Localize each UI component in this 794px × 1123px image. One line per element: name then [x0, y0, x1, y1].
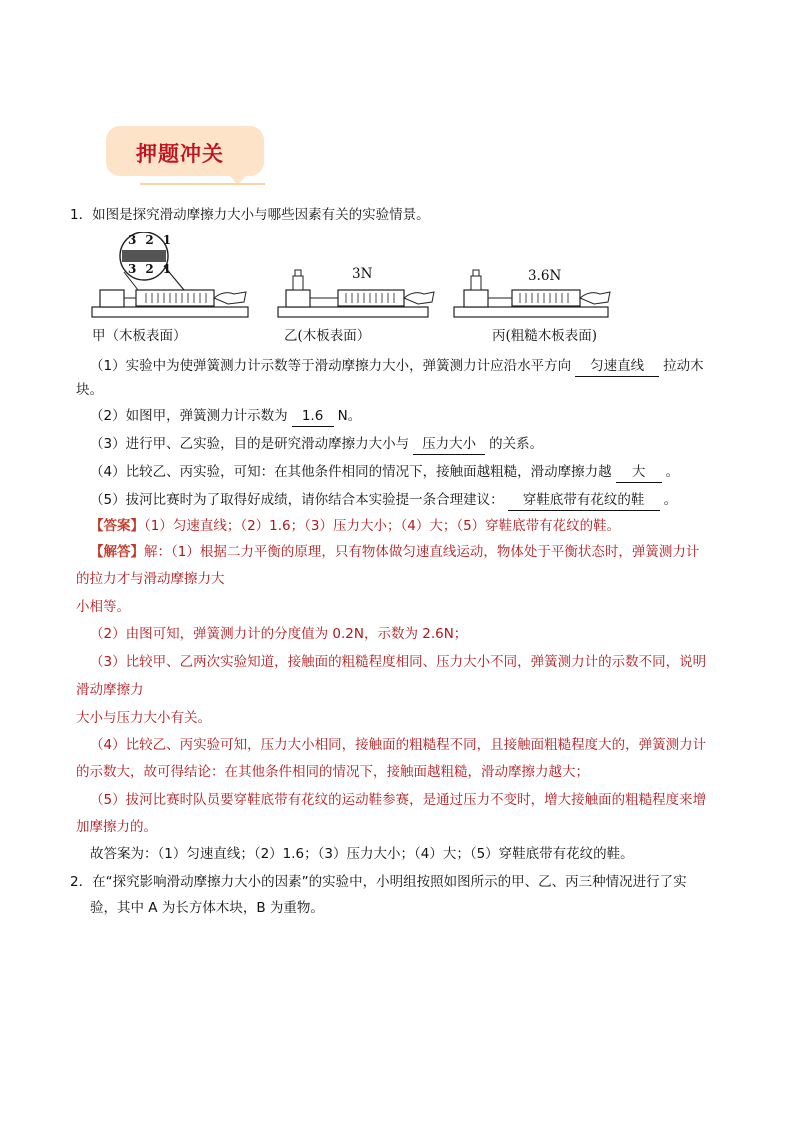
q1-part-4: （4）比较乙、丙实验，可知：在其他条件相同的情况下，接触面越粗糙，滑动摩擦力越 大 。 [90, 462, 679, 483]
answer-blank-1: 匀速直线 [575, 356, 659, 377]
caption-jia: 甲（木板表面） [92, 328, 187, 344]
q1-part-1: （1）实验中为使弹簧测力计示数等于滑动摩擦力大小，弹簧测力计应沿水平方向 匀速直线 拉动木 [90, 356, 704, 377]
analysis-line-8: 的示数大，故可得结论：在其他条件相同的情况下，接触面越粗糙，滑动摩擦力越大； [76, 764, 589, 780]
analysis-line-3: （2）由图可知，弹簧测力计的分度值为 0.2N，示数为 2.6N； [90, 626, 468, 642]
analysis-line-5: 滑动摩擦力 [76, 682, 144, 698]
q1-part-5: （5）拔河比赛时为了取得好成绩，请你结合本实验提一条合理建议： 穿鞋底带有花纹的鞋 。 [90, 490, 677, 511]
q1-number: 1． [70, 207, 93, 223]
answer-blank-4: 大 [616, 462, 662, 483]
q1-stem [70, 205, 430, 225]
answer-blank-5: 穿鞋底带有花纹的鞋 [508, 490, 660, 511]
q1-part-1-cont: 块。 [76, 382, 103, 398]
analysis-line-2: 小相等。 [76, 599, 130, 615]
force-label-yi: 3N [352, 266, 373, 282]
final-answer: 故答案为：（1）匀速直线；（2）1.6；（3）压力大小；（4）大；（5）穿鞋底带有花纹的鞋。 [90, 846, 634, 862]
experiment-figure [88, 232, 628, 344]
analysis-line-7: （4）比较乙、丙实验可知，压力大小相同，接触面的粗糙程不同，且接触面粗糙程度大的，弹簧测力计 [90, 737, 707, 753]
q2-line-1: 2．在“探究影响滑动摩擦力大小的因素”的实验中，小明组按照如图所示的甲、乙、丙三种情况进行了实 [70, 874, 687, 890]
answer-label: 【答案】 [90, 518, 144, 534]
section-title: 押题冲关 [136, 142, 224, 166]
answer-text: （1）匀速直线；（2）1.6；（3）压力大小；（4）大；（5）穿鞋底带有花纹的鞋。 [144, 518, 621, 534]
analysis-label: 【解答】 [90, 544, 144, 560]
analysis-line-6: 大小与压力大小有关。 [76, 710, 211, 726]
scale-digits-top: 321 [128, 233, 181, 247]
analysis-line-9: （5）拔河比赛时队员要穿鞋底带有花纹的运动鞋参赛，是通过压力不变时，增大接触面的粗糙程度来增 [90, 792, 707, 808]
analysis-line-10: 加摩擦力的。 [76, 819, 157, 835]
answer-blank-3: 压力大小 [413, 434, 485, 455]
q1-stem-text: 如图是探究滑动摩擦力大小与哪些因素有关的实验情景。 [92, 207, 430, 223]
analysis-line-0: 【解答】解：（1）根据二力平衡的原理，只有物体做匀速直线运动，物体处于平衡状态时，弹簧测力计 [90, 544, 700, 560]
q1-part-2: （2）如图甲，弹簧测力计示数为 1.6 N。 [90, 406, 361, 427]
caption-yi: 乙(木板表面） [284, 328, 371, 344]
caption-bing: 丙(粗糙木板表面) [492, 328, 598, 344]
analysis-line-1: 的拉力才与滑动摩擦力大 [76, 571, 225, 587]
badge-underline [140, 183, 265, 185]
scale-digits-bottom: 321 [128, 262, 181, 276]
answer-blank-2: 1.6 [292, 406, 334, 427]
analysis-line-4: （3）比较甲、乙两次实验知道，接触面的粗糙程度相同、压力大小不同，弹簧测力计的示数不同，说明 [90, 654, 707, 670]
q1-part-3: （3）进行甲、乙实验，目的是研究滑动摩擦力大小与 压力大小 的关系。 [90, 434, 543, 455]
force-label-bing: 3.6N [528, 268, 562, 284]
q2-number: 2． [70, 874, 93, 890]
q2-line-2: 验，其中 A 为长方体木块，B 为重物。 [90, 900, 324, 916]
answer-line [90, 516, 620, 536]
